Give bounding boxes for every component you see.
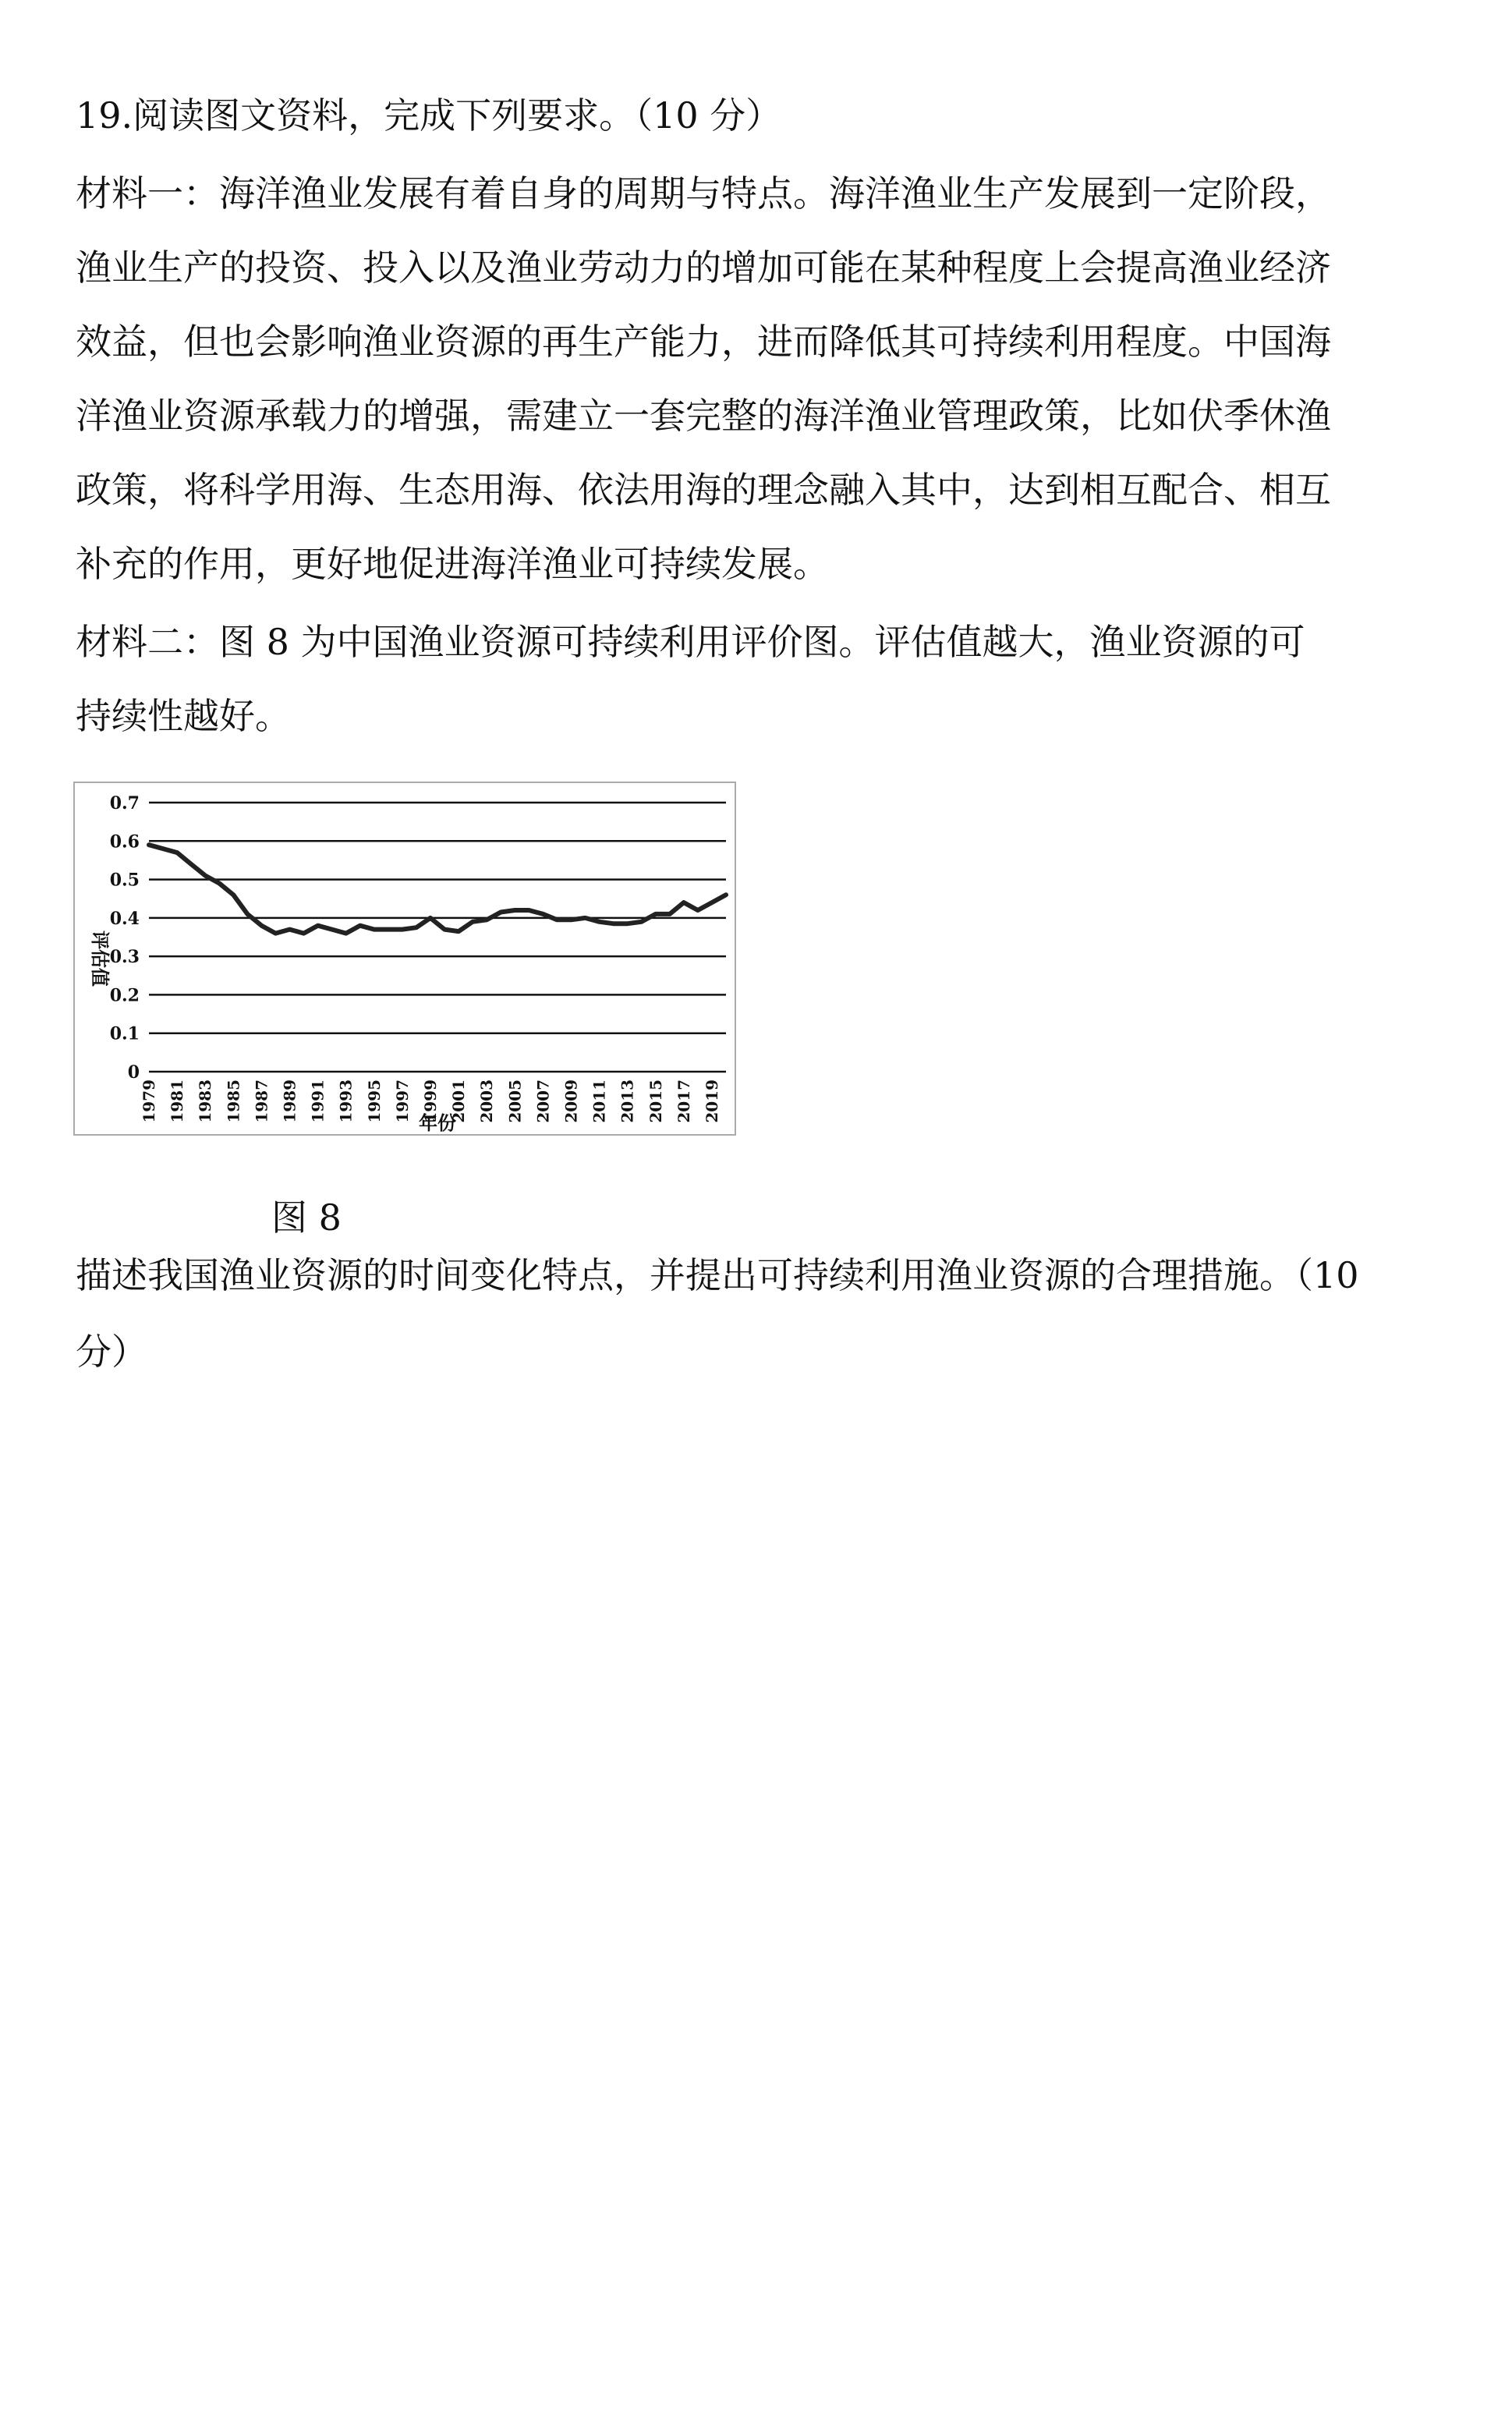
- x-tick-label: 2005: [505, 1079, 525, 1123]
- material2-line: 持续性越好。: [76, 695, 291, 737]
- y-tick-label: 0.2: [109, 985, 140, 1006]
- question-header: 19.阅读图文资料，完成下列要求。（10 分）: [76, 94, 782, 136]
- series-line: [149, 845, 726, 933]
- x-axis-label: 年份: [419, 1111, 456, 1134]
- y-tick-label: 0.1: [109, 1023, 140, 1044]
- x-tick-label: 2007: [533, 1079, 553, 1123]
- y-tick-label: 0.5: [109, 870, 140, 891]
- x-tick-label: 2009: [561, 1079, 581, 1123]
- task-line: 描述我国渔业资源的时间变化特点，并提出可持续利用渔业资源的合理措施。（10: [76, 1254, 1359, 1296]
- material1-line: 渔业生产的投资、投入以及渔业劳动力的增加可能在某种程度上会提高渔业经济: [76, 246, 1331, 289]
- task-line: 分）: [76, 1331, 147, 1373]
- x-tick-label: 2015: [646, 1079, 665, 1123]
- x-tick-label: 1979: [140, 1079, 158, 1123]
- x-tick-label: 1993: [336, 1079, 356, 1123]
- x-tick-label: 1981: [168, 1079, 187, 1123]
- figure-caption: 图 8: [271, 1196, 342, 1239]
- x-tick-label: 1991: [308, 1079, 328, 1123]
- y-tick-label: 0.4: [109, 908, 140, 929]
- figure-8-chart: [73, 782, 736, 1136]
- x-tick-label: 1997: [392, 1079, 412, 1123]
- line-chart: [75, 783, 735, 1134]
- y-tick-label: 0.7: [109, 793, 140, 814]
- x-tick-label: 1989: [280, 1079, 299, 1123]
- x-tick-label: 1987: [252, 1079, 271, 1123]
- y-axis-label: 评估值: [89, 931, 112, 987]
- material1-line: 材料一：海洋渔业发展有着自身的周期与特点。海洋渔业生产发展到一定阶段，: [76, 172, 1331, 214]
- x-tick-label: 1995: [364, 1079, 384, 1123]
- y-tick-label: 0.3: [109, 947, 140, 968]
- x-tick-label: 2013: [618, 1079, 637, 1123]
- x-tick-label: 1985: [224, 1079, 243, 1123]
- material1-line: 效益，但也会影响渔业资源的再生产能力，进而降低其可持续利用程度。中国海: [76, 321, 1331, 363]
- y-tick-label: 0: [127, 1062, 140, 1083]
- x-tick-label: 1983: [196, 1079, 215, 1123]
- material2-line: 材料二：图 8 为中国渔业资源可持续利用评价图。评估值越大，渔业资源的可: [76, 621, 1305, 663]
- x-tick-label: 2011: [590, 1079, 609, 1123]
- x-tick-label: 1999: [420, 1079, 440, 1123]
- material1-line: 补充的作用，更好地促进海洋渔业可持续发展。: [76, 543, 829, 585]
- x-tick-label: 2017: [674, 1079, 693, 1123]
- x-tick-label: 2003: [477, 1079, 497, 1123]
- y-tick-label: 0.6: [109, 831, 140, 853]
- x-tick-label: 2001: [449, 1079, 469, 1123]
- material1-line: 政策，将科学用海、生态用海、依法用海的理念融入其中，达到相互配合、相互: [76, 469, 1331, 511]
- material1-line: 洋渔业资源承载力的增强，需建立一套完整的海洋渔业管理政策，比如伏季休渔: [76, 395, 1331, 437]
- x-tick-label: 2019: [702, 1079, 721, 1123]
